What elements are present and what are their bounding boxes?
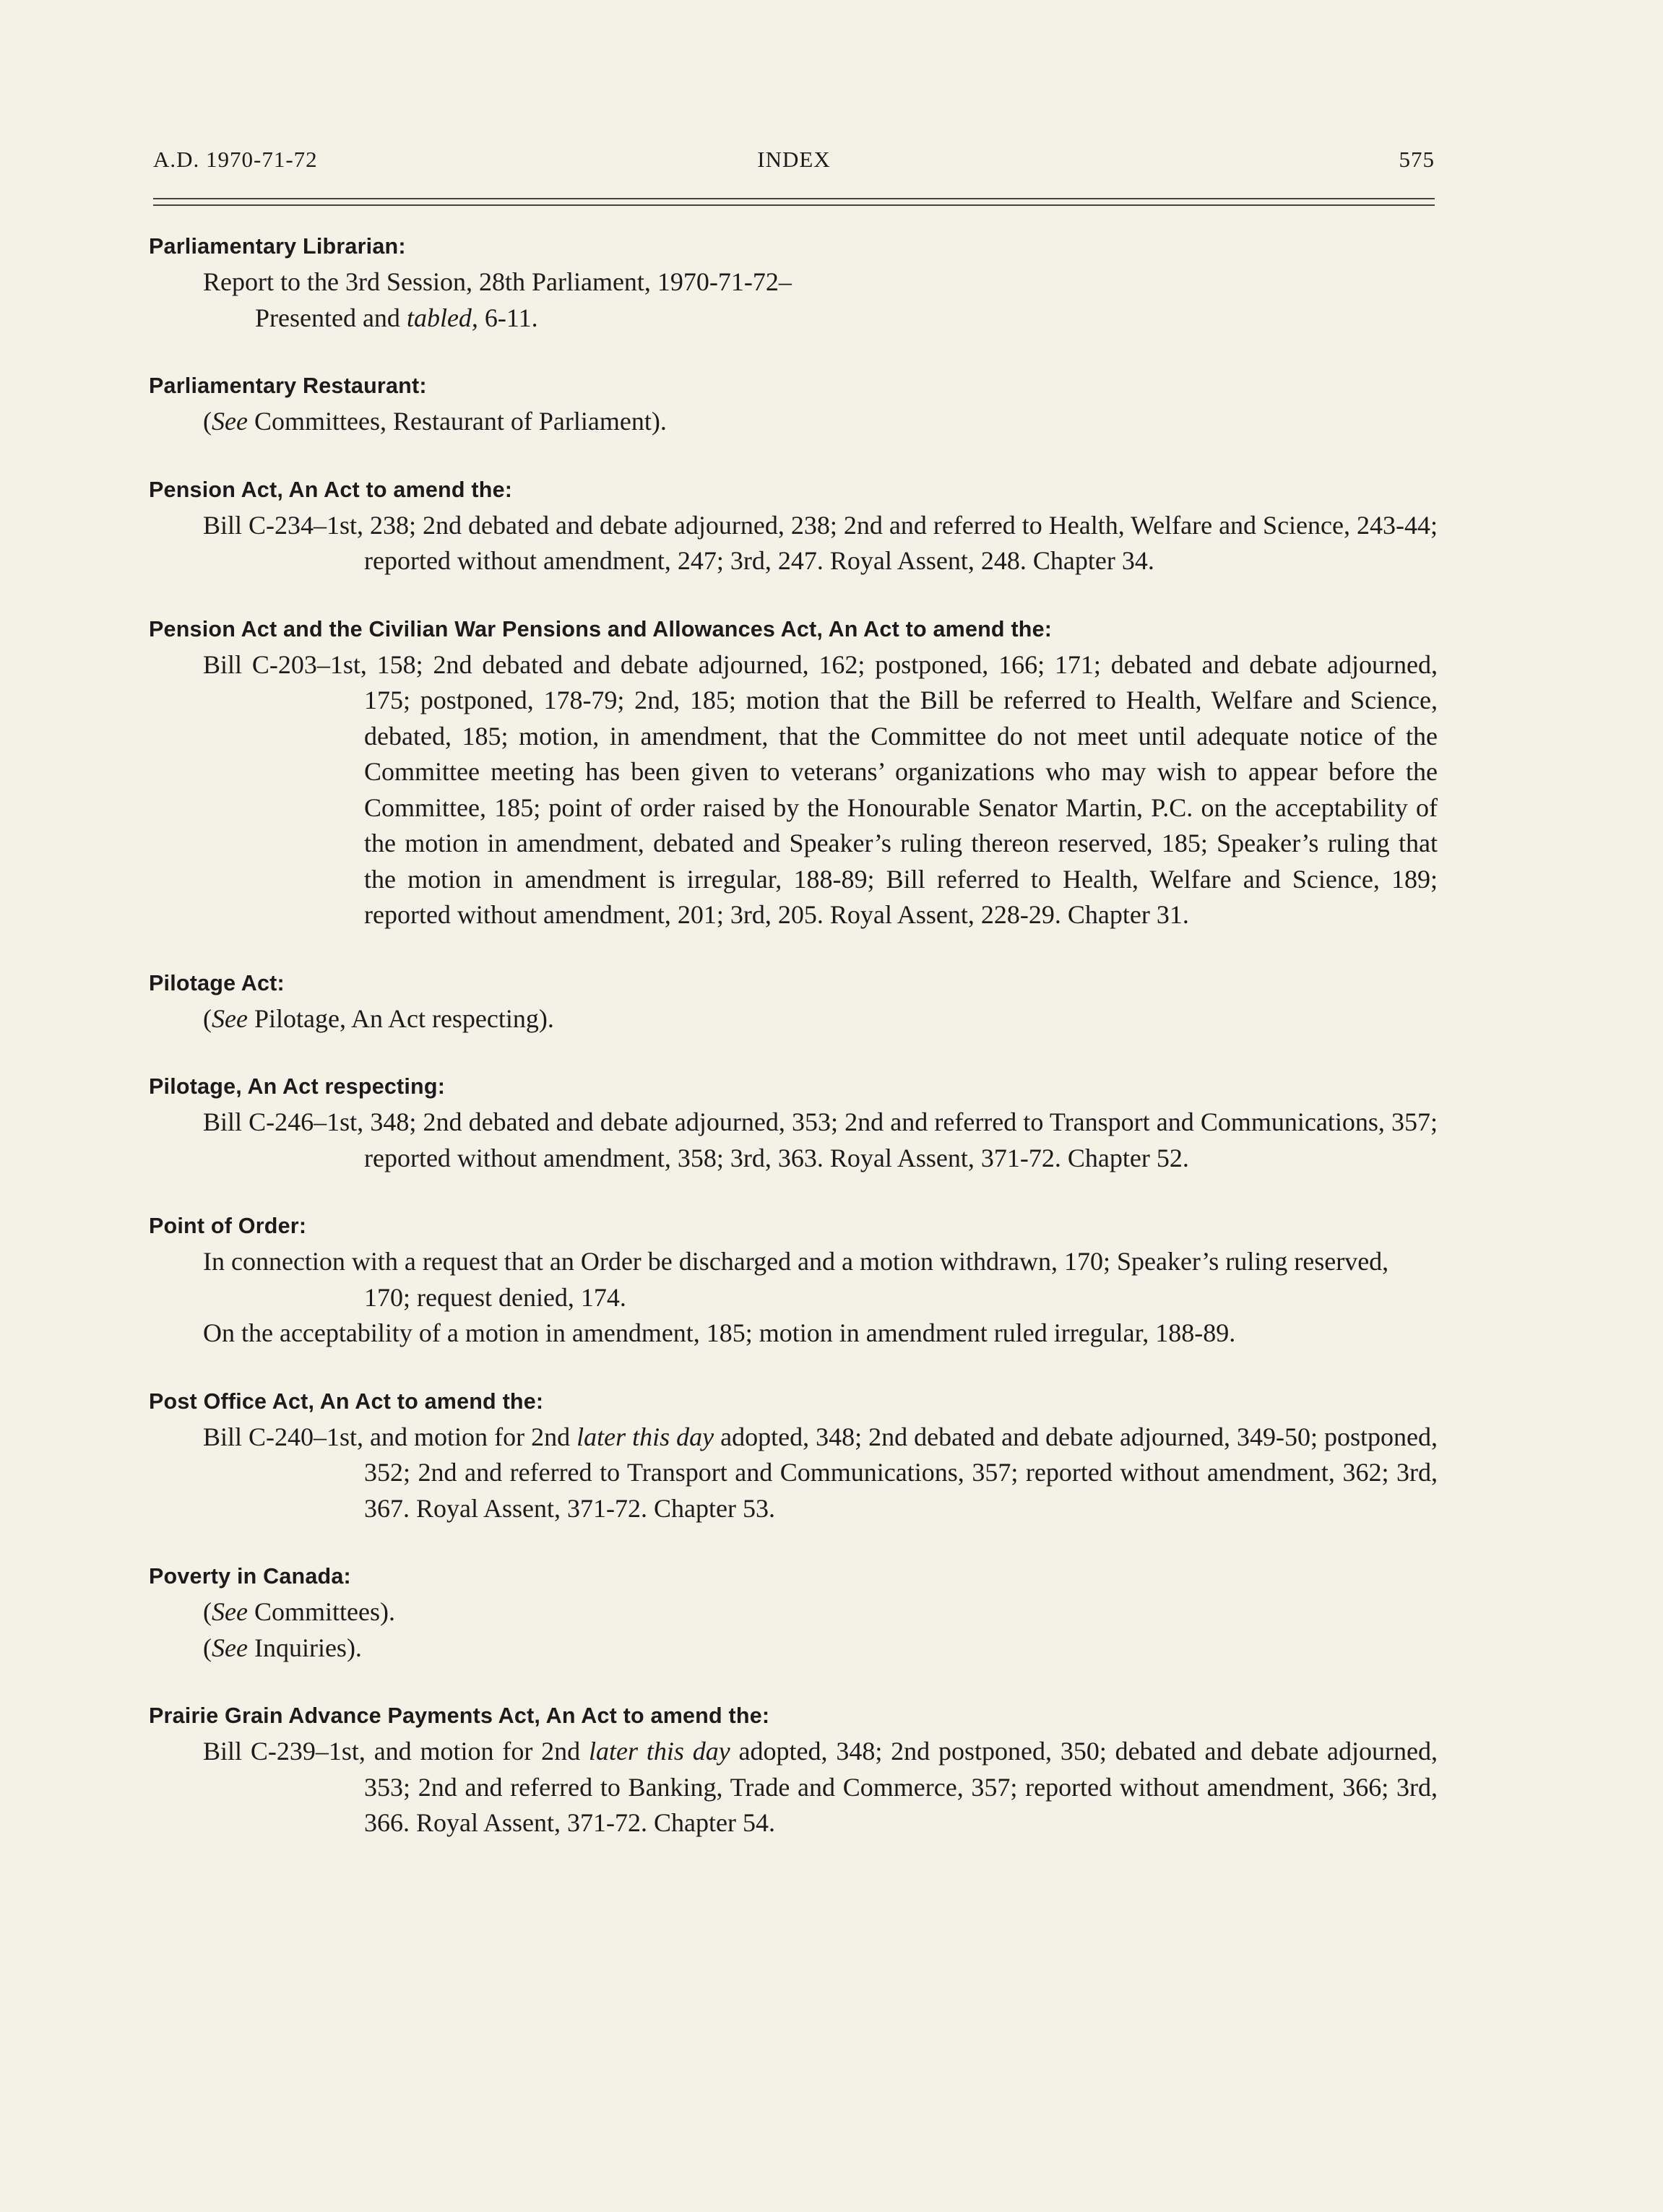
cross-reference: (See Pilotage, An Act respecting). [203, 1003, 554, 1033]
entry-heading: Pension Act and the Civilian War Pensions and Allowances Act, An Act to amend the: [149, 616, 1053, 641]
index-entry [149, 611, 1438, 933]
entry-heading: Pilotage, An Act respecting: [149, 1074, 446, 1099]
entry-heading: Post Office Act, An Act to amend the: [149, 1388, 544, 1414]
index-entry [149, 1208, 1438, 1352]
entry-subitem: In connection with a request that an Order be discharged and a motion withdrawn, 170; Speaker’s ruling reserved, 170; request denied, 174. [203, 1247, 1389, 1312]
section-title: INDEX [757, 147, 831, 172]
bill-history: Bill C-240–1st, and motion for 2nd later this day adopted, 348; 2nd debated and debate adjourned, 349-50; postponed, 352; 2nd and referred to Transport and Communications, 357; reported without amendment, 362; 3rd, 367. Royal Assent, 371-72. Chapter 53. [203, 1422, 1438, 1523]
entry-subline: Presented and tabled, 6-11. [255, 303, 538, 332]
entry-heading: Pilotage Act: [149, 970, 285, 995]
index-entries [149, 228, 1438, 1873]
index-entry [149, 965, 1438, 1037]
header-rule-top [153, 198, 1435, 199]
cross-reference: (See Committees, Restaurant of Parliament). [203, 407, 667, 436]
cross-reference: (See Committees). [203, 1597, 395, 1626]
cross-reference: (See Inquiries). [203, 1633, 362, 1662]
entry-heading: Parliamentary Restaurant: [149, 373, 427, 398]
entry-subitem: On the acceptability of a motion in amendment, 185; motion in amendment ruled irregular, 188-89. [203, 1318, 1236, 1347]
page-number: 575 [1399, 147, 1435, 172]
index-entry [149, 1383, 1438, 1527]
index-entry [149, 228, 1438, 336]
entry-heading: Point of Order: [149, 1214, 307, 1238]
entry-heading: Poverty in Canada: [149, 1564, 351, 1589]
index-entry [149, 1698, 1438, 1841]
bill-history: Bill C-246–1st, 348; 2nd debated and debate adjourned, 353; 2nd and referred to Transport and Communications, 357; reported without amendment, 358; 3rd, 363. Royal Assent, 371-72. Chapter 52. [203, 1107, 1438, 1172]
header-rule-bottom [153, 204, 1435, 206]
index-entry [149, 1068, 1438, 1176]
index-entry [149, 472, 1438, 579]
index-entry [149, 1558, 1438, 1666]
entry-heading: Parliamentary Librarian: [149, 234, 406, 259]
entry-heading: Pension Act, An Act to amend the: [149, 477, 513, 502]
entry-heading: Prairie Grain Advance Payments Act, An Act to amend the: [149, 1703, 770, 1728]
volume-years: A.D. 1970-71-72 [153, 147, 318, 172]
bill-history: Bill C-203–1st, 158; 2nd debated and debate adjourned, 162; postponed, 166; 171; debated and debate adjourned, 175; postponed, 178-79; 2nd, 185; motion that the Bill be referred to Health, Welfare and Science, debated, 185; motion, in amendment, that the Committee do not meet until adequate notice of the Committee meeting has been given to veterans’ organizations who may wish to appear before the Committee, 185; point of order raised by the Honourable Senator Martin, P.C. on the acceptability of the motion in amendment, debated and Speaker’s ruling thereon reserved, 185; Speaker’s ruling that the motion in amendment is irregular, 188-89; Bill referred to Health, Welfare and Science, 189; reported without amendment, 201; 3rd, 205. Royal Assent, 228-29. Chapter 31. [203, 649, 1438, 929]
index-entry [149, 368, 1438, 440]
entry-subline: Report to the 3rd Session, 28th Parliament, 1970-71-72– [203, 267, 792, 296]
bill-history: Bill C-234–1st, 238; 2nd debated and debate adjourned, 238; 2nd and referred to Health, Welfare and Science, 243-44; reported without amendment, 247; 3rd, 247. Royal Assent, 248. Chapter 34. [203, 510, 1438, 575]
bill-history: Bill C-239–1st, and motion for 2nd later this day adopted, 348; 2nd postponed, 350; debated and debate adjourned, 353; 2nd and referred to Banking, Trade and Commerce, 357; reported without amendment, 366; 3rd, 366. Royal Assent, 371-72. Chapter 54. [203, 1737, 1438, 1837]
running-head [153, 147, 1435, 183]
